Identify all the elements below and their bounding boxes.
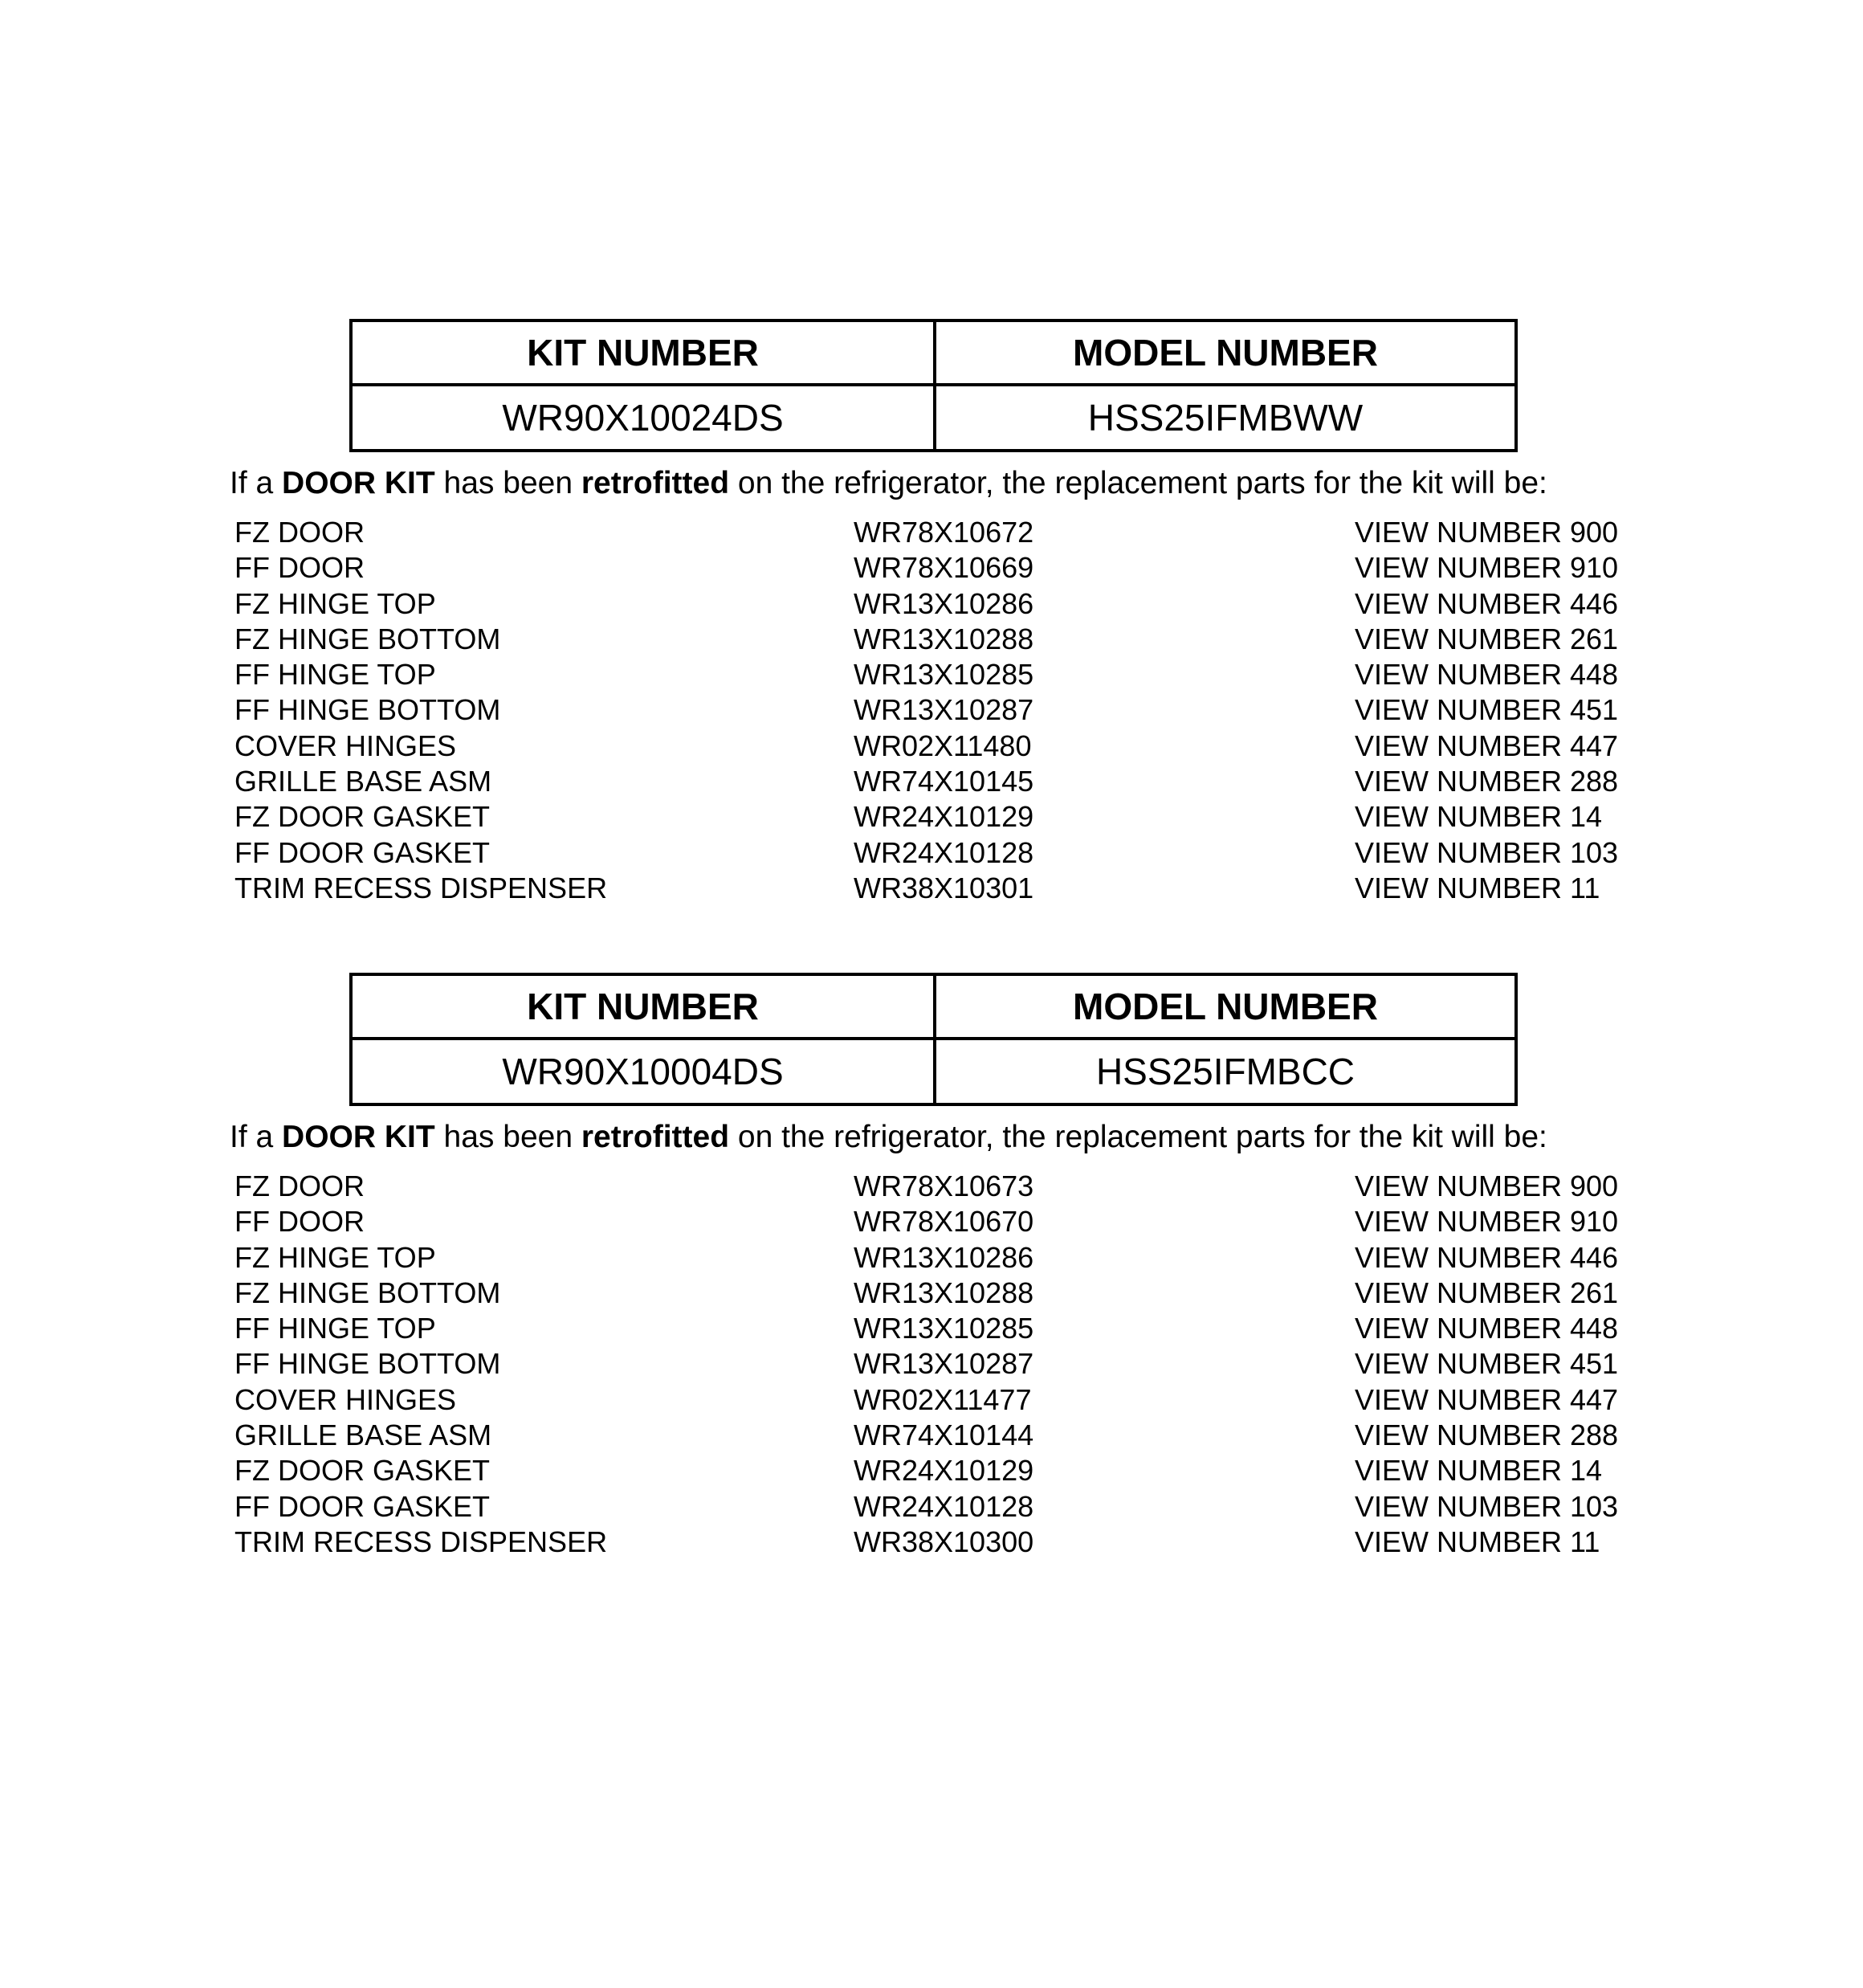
part-description: GRILLE BASE ASM bbox=[234, 765, 492, 798]
part-description: FZ DOOR GASKET bbox=[234, 1454, 491, 1488]
view-number: VIEW NUMBER 288 bbox=[1355, 765, 1619, 798]
part-number: WR02X11480 bbox=[854, 729, 1032, 762]
part-description: TRIM RECESS DISPENSER bbox=[234, 1525, 608, 1558]
intro-middle: has been bbox=[434, 466, 581, 500]
view-number: VIEW NUMBER 261 bbox=[1355, 1276, 1619, 1309]
part-row bbox=[0, 657, 1863, 692]
view-number: VIEW NUMBER 288 bbox=[1355, 1419, 1619, 1452]
part-description: FF HINGE BOTTOM bbox=[234, 693, 501, 727]
retrofit-intro-1 bbox=[230, 467, 1547, 499]
view-number: VIEW NUMBER 11 bbox=[1355, 1525, 1600, 1558]
model-number-header: MODEL NUMBER bbox=[936, 976, 1514, 1040]
view-number: VIEW NUMBER 447 bbox=[1355, 1382, 1619, 1416]
kit-number-header: KIT NUMBER bbox=[353, 322, 936, 386]
view-number: VIEW NUMBER 103 bbox=[1355, 1489, 1619, 1523]
part-row bbox=[0, 1276, 1863, 1311]
part-row bbox=[0, 1525, 1863, 1560]
part-description: FF HINGE TOP bbox=[234, 1312, 436, 1345]
part-number: WR78X10670 bbox=[854, 1205, 1034, 1239]
parts-list-2 bbox=[0, 1169, 1863, 1560]
part-row bbox=[0, 1489, 1863, 1525]
part-description: FZ DOOR bbox=[234, 516, 365, 549]
intro-retrofitted: retrofitted bbox=[581, 466, 730, 500]
intro-retrofitted: retrofitted bbox=[581, 1120, 730, 1154]
part-row bbox=[0, 622, 1863, 657]
part-description: FZ HINGE TOP bbox=[234, 586, 436, 620]
part-number: WR38X10301 bbox=[854, 871, 1034, 904]
part-number: WR78X10672 bbox=[854, 516, 1034, 549]
part-number: WR13X10287 bbox=[854, 1347, 1034, 1381]
part-number: WR13X10287 bbox=[854, 693, 1034, 727]
kit-number-value: WR90X10024DS bbox=[353, 386, 936, 449]
view-number: VIEW NUMBER 14 bbox=[1355, 800, 1603, 834]
part-row bbox=[0, 729, 1863, 764]
part-number: WR02X11477 bbox=[854, 1382, 1032, 1416]
part-number: WR24X10129 bbox=[854, 1454, 1034, 1488]
part-row bbox=[0, 799, 1863, 835]
part-description: FF HINGE TOP bbox=[234, 658, 436, 692]
view-number: VIEW NUMBER 900 bbox=[1355, 516, 1619, 549]
view-number: VIEW NUMBER 448 bbox=[1355, 658, 1619, 692]
part-number: WR24X10128 bbox=[854, 1489, 1034, 1523]
parts-list-1 bbox=[0, 515, 1863, 906]
part-number: WR78X10673 bbox=[854, 1170, 1034, 1202]
retrofit-intro-2 bbox=[230, 1121, 1547, 1153]
part-row bbox=[0, 1453, 1863, 1488]
part-row bbox=[0, 1311, 1863, 1346]
part-number: WR24X10128 bbox=[854, 835, 1034, 869]
part-number: WR13X10285 bbox=[854, 658, 1034, 692]
intro-prefix: If a bbox=[230, 1120, 283, 1154]
part-description: FF HINGE BOTTOM bbox=[234, 1347, 501, 1381]
part-number: WR13X10285 bbox=[854, 1312, 1034, 1345]
part-row bbox=[0, 871, 1863, 906]
part-row bbox=[0, 1169, 1863, 1204]
part-number: WR74X10144 bbox=[854, 1419, 1034, 1452]
view-number: VIEW NUMBER 448 bbox=[1355, 1312, 1619, 1345]
part-description: COVER HINGES bbox=[234, 1382, 457, 1416]
model-number-value: HSS25IFMBCC bbox=[1095, 1051, 1355, 1092]
part-description: FZ DOOR GASKET bbox=[234, 800, 491, 834]
part-row bbox=[0, 1418, 1863, 1453]
part-row bbox=[0, 764, 1863, 799]
part-row bbox=[0, 692, 1863, 728]
view-number: VIEW NUMBER 451 bbox=[1355, 1347, 1619, 1381]
part-description: FZ HINGE BOTTOM bbox=[234, 622, 501, 655]
part-row bbox=[0, 550, 1863, 586]
view-number: VIEW NUMBER 447 bbox=[1355, 729, 1619, 762]
view-number: VIEW NUMBER 900 bbox=[1355, 1170, 1619, 1202]
intro-door-kit: DOOR KIT bbox=[282, 1120, 435, 1154]
model-number-header: MODEL NUMBER bbox=[936, 322, 1514, 386]
part-number: WR38X10300 bbox=[854, 1525, 1034, 1558]
part-description: FF DOOR bbox=[234, 551, 365, 585]
intro-suffix: on the refrigerator, the replacement parts for the kit will be: bbox=[729, 466, 1547, 500]
part-row bbox=[0, 1240, 1863, 1276]
intro-prefix: If a bbox=[230, 466, 283, 500]
part-row bbox=[0, 835, 1863, 871]
view-number: VIEW NUMBER 910 bbox=[1355, 551, 1619, 585]
part-row bbox=[0, 1382, 1863, 1418]
view-number: VIEW NUMBER 103 bbox=[1355, 835, 1619, 869]
part-number: WR78X10669 bbox=[854, 551, 1034, 585]
part-number: WR13X10288 bbox=[854, 622, 1034, 655]
part-description: TRIM RECESS DISPENSER bbox=[234, 871, 608, 904]
part-description: COVER HINGES bbox=[234, 729, 457, 762]
part-description: FF DOOR GASKET bbox=[234, 835, 491, 869]
part-number: WR24X10129 bbox=[854, 800, 1034, 834]
intro-middle: has been bbox=[434, 1120, 581, 1154]
part-row bbox=[0, 586, 1863, 622]
kit-number-header: KIT NUMBER bbox=[353, 976, 936, 1040]
kit-table-1 bbox=[349, 319, 1518, 452]
view-number: VIEW NUMBER 446 bbox=[1355, 1240, 1619, 1274]
part-number: WR74X10145 bbox=[854, 765, 1034, 798]
part-number: WR13X10288 bbox=[854, 1276, 1034, 1309]
model-number-value: HSS25IFMBWW bbox=[1087, 397, 1364, 439]
part-description: GRILLE BASE ASM bbox=[234, 1419, 492, 1452]
part-description: FZ HINGE BOTTOM bbox=[234, 1276, 501, 1309]
part-row bbox=[0, 1346, 1863, 1382]
view-number: VIEW NUMBER 910 bbox=[1355, 1205, 1619, 1239]
part-number: WR13X10286 bbox=[854, 1240, 1034, 1274]
view-number: VIEW NUMBER 261 bbox=[1355, 622, 1619, 655]
view-number: VIEW NUMBER 11 bbox=[1355, 871, 1600, 904]
intro-suffix: on the refrigerator, the replacement parts for the kit will be: bbox=[729, 1120, 1547, 1154]
part-row bbox=[0, 1204, 1863, 1239]
part-number: WR13X10286 bbox=[854, 586, 1034, 620]
view-number: VIEW NUMBER 14 bbox=[1355, 1454, 1603, 1488]
part-description: FZ DOOR bbox=[234, 1170, 365, 1202]
intro-door-kit: DOOR KIT bbox=[282, 466, 435, 500]
kit-table-2 bbox=[349, 973, 1518, 1106]
part-description: FF DOOR bbox=[234, 1205, 365, 1239]
part-description: FF DOOR GASKET bbox=[234, 1489, 491, 1523]
kit-number-value: WR90X10004DS bbox=[353, 1040, 936, 1103]
part-description: FZ HINGE TOP bbox=[234, 1240, 436, 1274]
view-number: VIEW NUMBER 446 bbox=[1355, 586, 1619, 620]
view-number: VIEW NUMBER 451 bbox=[1355, 693, 1619, 727]
part-row bbox=[0, 515, 1863, 550]
